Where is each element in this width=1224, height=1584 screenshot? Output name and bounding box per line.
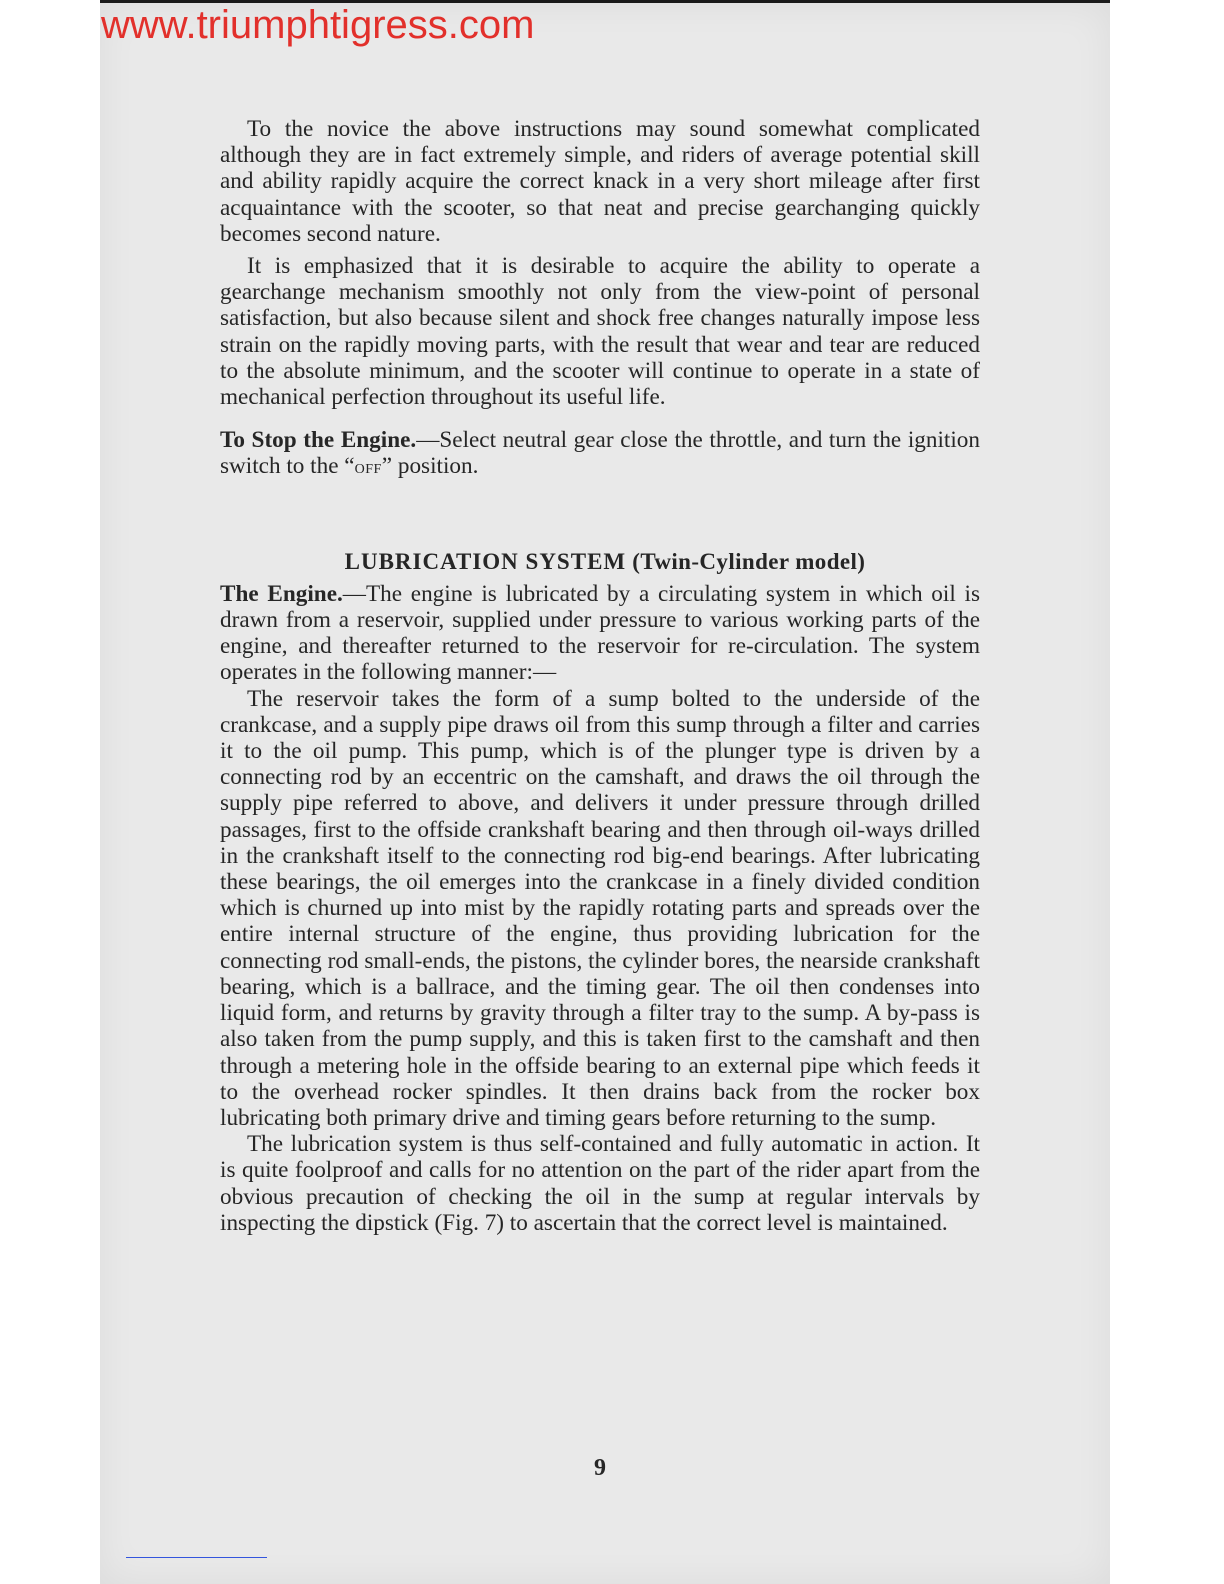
section-heading-sub: (Twin-Cylinder model) xyxy=(632,548,866,574)
page-number: 9 xyxy=(594,1455,606,1481)
watermark-link[interactable]: www.triumphtigress.com xyxy=(101,3,535,47)
engine-title: The Engine. xyxy=(220,580,343,607)
body-text xyxy=(220,116,980,1236)
stop-engine-title: To Stop the Engine. xyxy=(220,427,417,454)
paragraph-engine xyxy=(220,581,980,686)
paragraph-stop-engine xyxy=(220,427,980,480)
stop-engine-text-2: ” position. xyxy=(381,453,479,480)
paragraph-reservoir: The reservoir takes the form of a sump bolted to the underside of the crankcase, and a supply pipe draws oil from this sump through a filter and carries it to the oil pump. This pump, which is of the plunger type is driven by a connecting rod by an eccentric on the camshaft, and draws the oil through the supply pipe referred to above, and delivers it under pressure through drilled passages, first to the offside crankshaft bearing and then through oil-ways drilled in the crankshaft itself to the connecting rod big-end bearings. After lubricating these bearings, the oil emerges into the crankcase in a finely divided condition which is churned up into mist by the rapidly rotating parts and spreads over the entire internal structure of the engine, thus providing lubrication for the connecting rod small-ends, the pistons, the cylinder bores, the nearside crankshaft bearing, which is a ballrace, and the timing gear. The oil then condenses into liquid form, and returns by gravity through a filter tray to the sump. A by-pass is also taken from the pump supply, and this is taken first to the camshaft and then through a metering hole in the offside bearing to an external pipe which feeds it to the overhead rocker spindles. It then drains back from the rocker box lubricating both primary drive and timing gears before returning to the sump. xyxy=(220,685,980,1131)
stop-engine-text-1: —Select neutral gear close the throttle, and turn the ignition switch to the “ xyxy=(220,427,980,480)
section-heading-main: LUBRICATION SYSTEM xyxy=(344,548,627,574)
engine-text: —The engine is lubricated by a circulating system in which oil is drawn from a reservoir, supplied under pressure to various working parts of the engine, and thereafter returned to the reservoir for re-circulation. The system operates in the following manner:— xyxy=(220,580,980,686)
paragraph-novice: To the novice the above instructions may sound somewhat complicated although they are in fact extremely simple, and riders of average potential skill and ability rapidly acquire the correct knack in a very short mileage after first acquaintance with the scooter, so that neat and precise gearchanging quickly becomes second nature. xyxy=(220,116,980,247)
paragraph-summary: The lubrication system is thus self-contained and fully automatic in action. It is quite foolproof and calls for no attention on the part of the rider apart from the obvious precaution of checking the oil in the sump at regular intervals by inspecting the dipstick (Fig. 7) to ascertain that the correct level is maintained. xyxy=(220,1131,980,1236)
section-heading xyxy=(220,549,980,575)
stop-engine-off: off xyxy=(354,456,382,479)
paragraph-gearchange: It is emphasized that it is desirable to acquire the ability to operate a gearchange mechanism smoothly not only from the view-point of personal satisfaction, but also because silent and shock free changes naturally impose less strain on the rapidly moving parts, with the result that wear and tear are reduced to the absolute minimum, and the scooter will continue to operate in a state of mechanical perfection throughout its useful life. xyxy=(220,253,980,411)
footer-link-underline[interactable] xyxy=(126,1557,267,1558)
